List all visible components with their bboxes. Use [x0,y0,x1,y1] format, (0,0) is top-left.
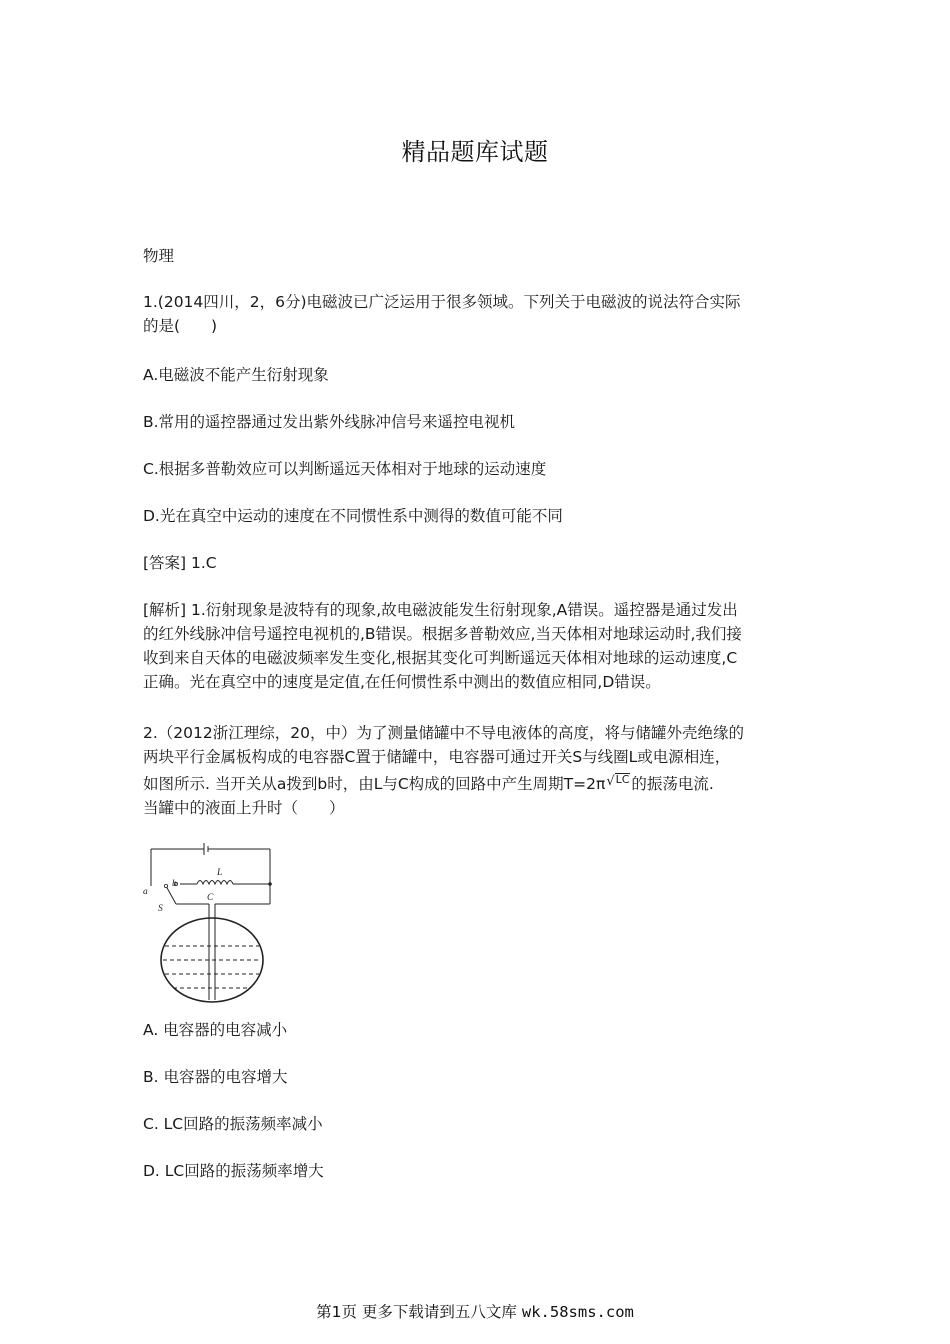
radicand: LC [615,773,630,786]
label-S: S [158,904,163,914]
q1-answer: [答案] 1.C [143,554,217,572]
q2-option-b: B. 电容器的电容增大 [143,1068,288,1086]
q2-stem-line1: 2.（2012浙江理综，20，中）为了测量储罐中不导电液体的高度，将与储罐外壳绝缘的 [143,724,744,742]
footer-page-text: 第1页 更多下载请到五八文库 [316,1303,517,1321]
q1-option-b: B.常用的遥控器通过发出紫外线脉冲信号来遥控电视机 [143,413,516,431]
q2-option-c: C. LC回路的振荡频率减小 [143,1115,323,1133]
sqrt-lc-formula [606,770,630,797]
q2-option-d: D. LC回路的振荡频率增大 [143,1162,324,1180]
inductor-coil [197,881,233,885]
q1-stem-line2: 的是( ) [143,317,218,335]
label-L: L [217,868,223,878]
q1-stem-line1: 1.(2014四川，2，6分)电磁波已广泛运用于很多领域。下列关于电磁波的说法符合实际 [143,293,741,311]
page-title: 精品题库试题 [401,138,549,166]
q1-option-a: A.电磁波不能产生衍射现象 [143,366,329,384]
q2-stem-line3 [143,770,803,797]
q1-analysis-line3: 收到来自天体的电磁波频率发生变化,根据其变化可判断遥远天体相对地球的运动速度,C [143,649,738,667]
label-b: b [172,879,177,889]
q2-stem-line4: 当罐中的液面上升时（ ） [143,799,345,817]
q2-stem-line3-before: 如图所示. 当开关从a拨到b时，由L与C构成的回路中产生周期T=2π [143,775,606,793]
contact-a [164,884,167,887]
q1-option-d: D.光在真空中运动的速度在不同惯性系中测得的数值可能不同 [143,507,563,525]
radical-sign: √ [606,774,615,789]
subject-label: 物理 [143,247,175,265]
footer-site-link[interactable]: wk.58sms.com [521,1303,634,1321]
lc-circuit-figure [140,838,280,1006]
label-C: C [207,893,214,903]
q2-stem-line3-after: 的振荡电流. [631,775,714,793]
page-footer [0,1300,950,1322]
q1-analysis-line1: [解析] 1.衍射现象是波特有的现象,故电磁波能发生衍射现象,A错误。遥控器是通过发出 [143,601,738,619]
q2-option-a: A. 电容器的电容减小 [143,1021,288,1039]
q2-stem-line2: 两块平行金属板构成的电容器C置于储罐中，电容器可通过开关S与线圈L或电源相连， [143,748,731,766]
q1-analysis-line2: 的红外线脉冲信号遥控电视机的,B错误。根据多普勒效应,当天体相对地球运动时,我们接 [143,625,742,643]
q1-option-c: C.根据多普勒效应可以判断遥远天体相对于地球的运动速度 [143,460,547,478]
q1-analysis-line4: 正确。光在真空中的速度是定值,在任何惯性系中测出的数值应相同,D错误。 [143,673,661,691]
label-a: a [143,887,148,897]
junction-dot [268,882,272,886]
